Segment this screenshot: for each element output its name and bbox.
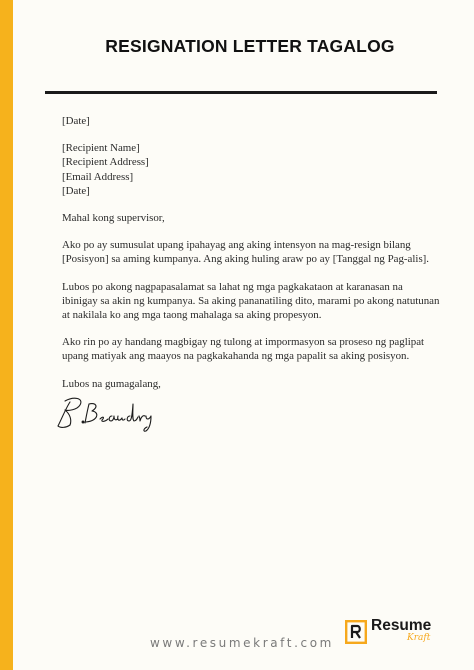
closing-line: Lubos na gumagalang,: [62, 377, 161, 390]
resume-kraft-logo-icon: [345, 620, 367, 644]
paragraph-line: ibinigay sa akin ng kumpanya. Sa aking pananatiling dito, marami po akong natutunan: [62, 294, 440, 307]
handwritten-signature: [56, 392, 156, 434]
footer-website-link[interactable]: www.resumekraft.com: [150, 636, 334, 650]
letter-date: [Date]: [62, 115, 90, 127]
salutation: Mahal kong supervisor,: [62, 212, 165, 225]
paragraph-intent: [62, 238, 430, 266]
title-divider: [45, 91, 437, 94]
logo-subtext: Kraft: [407, 633, 431, 643]
paragraph-line: Lubos po akong nagpapasalamat sa lahat ng mga pagkakataon at karanasan na: [62, 280, 403, 293]
logo-wordmark: Resume: [371, 617, 432, 634]
document-title: RESIGNATION LETTER TAGALOG: [105, 36, 395, 56]
paragraph-line: at nakilala ko ang mga taong mahalaga sa aking propesyon.: [62, 309, 322, 322]
recipient-email: [Email Address]: [62, 170, 134, 183]
recipient-date: [Date]: [62, 184, 90, 197]
paragraph-gratitude: [62, 280, 440, 323]
recipient-address: [Recipient Address]: [62, 156, 149, 169]
paragraph-transition: [62, 335, 425, 363]
letter-body: [62, 114, 440, 391]
recipient-name: [Recipient Name]: [62, 142, 140, 155]
paragraph-line: upang matiyak ang maayos na pagkakahanda ng mga papalit sa aking posisyon.: [62, 350, 410, 363]
paragraph-line: [Posisyon] sa aming kumpanya. Ang aking huling araw po ay [Tanggal ng Pag-alis].: [62, 253, 430, 266]
accent-side-bar: [0, 0, 13, 670]
paragraph-line: Ako rin po ay handang magbigay ng tulong at impormasyon sa proseso ng paglipat: [62, 336, 425, 349]
paragraph-line: Ako po ay sumusulat upang ipahayag ang aking intensyon na mag-resign bilang: [62, 239, 411, 252]
